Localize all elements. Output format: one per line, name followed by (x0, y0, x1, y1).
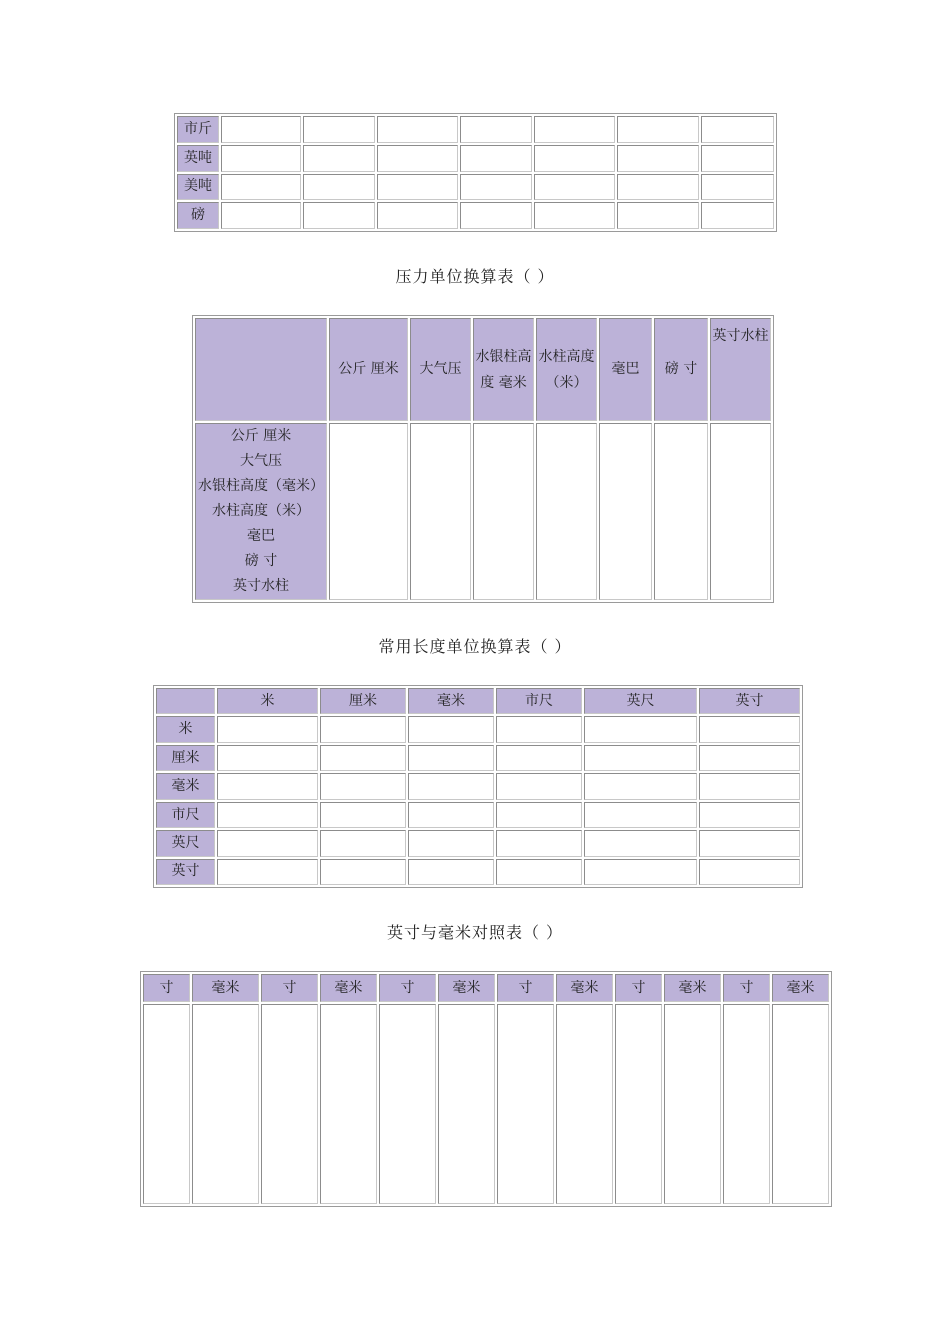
table-cell (460, 145, 532, 172)
row-header: 英寸水柱 (233, 578, 289, 594)
row-header: 大气压 (240, 453, 282, 469)
table-cell (496, 859, 582, 885)
length-table (153, 685, 803, 888)
table-cell (584, 859, 697, 885)
table-cell (408, 859, 494, 885)
table-cell (320, 773, 406, 799)
column-header: 寸 (261, 974, 318, 1002)
table-cell (217, 716, 318, 742)
table-row (177, 145, 774, 172)
table-cell (615, 1004, 662, 1204)
table-header-row (143, 974, 829, 1002)
row-header: 公斤 厘米 (230, 428, 292, 444)
column-header: 公斤 厘米 (329, 318, 408, 421)
table-cell (599, 423, 652, 600)
table-row (156, 773, 800, 799)
length-table-caption: 常用长度单位换算表（ ） (378, 637, 572, 656)
table-cell (496, 830, 582, 856)
table-cell (536, 423, 597, 600)
table-cell (221, 202, 301, 229)
table-cell (534, 116, 615, 143)
table-cell (410, 423, 471, 600)
table-cell (221, 145, 301, 172)
table-cell (534, 145, 615, 172)
table-cell (617, 174, 699, 201)
table-cell (460, 174, 532, 201)
column-header: 水银柱高度 毫米 (473, 318, 534, 421)
row-header-stack (195, 423, 327, 600)
row-header: 英尺 (156, 830, 215, 856)
table-cell (701, 145, 774, 172)
column-header: 毫米 (664, 974, 721, 1002)
table-cell (497, 1004, 554, 1204)
table-cell (408, 716, 494, 742)
table-row (143, 1004, 829, 1204)
column-header: 英尺 (584, 688, 697, 714)
column-header: 毫米 (320, 974, 377, 1002)
table-cell (584, 773, 697, 799)
row-header: 市尺 (156, 802, 215, 828)
table-cell (320, 745, 406, 771)
table-header-row (156, 688, 800, 714)
table-cell (723, 1004, 770, 1204)
table-cell (699, 773, 800, 799)
column-header: 毫米 (408, 688, 494, 714)
table-cell (617, 202, 699, 229)
table-cell (320, 830, 406, 856)
table-cell (534, 202, 615, 229)
table-cell (377, 145, 458, 172)
table-cell (217, 859, 318, 885)
corner-cell (195, 318, 327, 421)
row-header: 英寸 (156, 859, 215, 885)
table-cell (408, 830, 494, 856)
column-header: 磅 寸 (654, 318, 708, 421)
table-row (156, 830, 800, 856)
table-cell (710, 423, 771, 600)
corner-cell (156, 688, 215, 714)
table-row (156, 859, 800, 885)
table-cell (221, 116, 301, 143)
table-cell (460, 202, 532, 229)
row-header: 毫巴 (247, 528, 275, 544)
table-row (177, 116, 774, 143)
table-cell (217, 830, 318, 856)
column-header: 厘米 (320, 688, 406, 714)
table-cell (320, 1004, 377, 1204)
table-row (195, 423, 771, 600)
table-cell (584, 830, 697, 856)
table-cell (377, 174, 458, 201)
table-cell (303, 202, 375, 229)
table-cell (617, 116, 699, 143)
table-row (177, 202, 774, 229)
table-cell (701, 116, 774, 143)
row-header: 美吨 (177, 174, 219, 201)
pressure-table (192, 315, 774, 603)
column-header: 寸 (497, 974, 554, 1002)
table-row (156, 745, 800, 771)
weight-table (174, 113, 777, 232)
column-header: 毫米 (772, 974, 829, 1002)
inch-mm-table-caption: 英寸与毫米对照表（ ） (386, 923, 564, 942)
column-header: 寸 (143, 974, 190, 1002)
row-header: 英吨 (177, 145, 219, 172)
column-header: 大气压 (410, 318, 471, 421)
row-header: 水柱高度（米） (212, 503, 310, 519)
table-cell (584, 716, 697, 742)
column-header: 寸 (615, 974, 662, 1002)
table-cell (617, 145, 699, 172)
table-cell (496, 802, 582, 828)
column-header: 市尺 (496, 688, 582, 714)
table-cell (408, 802, 494, 828)
table-cell (460, 116, 532, 143)
column-header: 毫米 (192, 974, 259, 1002)
table-cell (584, 745, 697, 771)
table-cell (701, 174, 774, 201)
row-header: 水银柱高度（毫米） (198, 478, 324, 494)
table-cell (221, 174, 301, 201)
table-cell (699, 745, 800, 771)
table-cell (408, 745, 494, 771)
column-header: 毫巴 (599, 318, 652, 421)
row-header: 米 (156, 716, 215, 742)
table-cell (377, 202, 458, 229)
table-header-row (195, 318, 771, 421)
table-cell (496, 773, 582, 799)
pressure-table-caption: 压力单位换算表（ ） (395, 267, 555, 286)
row-header: 毫米 (156, 773, 215, 799)
column-header: 英寸 (699, 688, 800, 714)
table-cell (556, 1004, 613, 1204)
row-header: 厘米 (156, 745, 215, 771)
table-row (156, 716, 800, 742)
column-header: 米 (217, 688, 318, 714)
table-cell (496, 716, 582, 742)
table-cell (699, 802, 800, 828)
table-cell (320, 802, 406, 828)
table-cell (701, 202, 774, 229)
table-cell (217, 745, 318, 771)
table-cell (261, 1004, 318, 1204)
table-cell (496, 745, 582, 771)
table-cell (772, 1004, 829, 1204)
table-cell (303, 145, 375, 172)
column-header: 水柱高度（米） (536, 318, 597, 421)
row-header: 磅 (177, 202, 219, 229)
table-cell (654, 423, 708, 600)
table-cell (329, 423, 408, 600)
table-cell (320, 716, 406, 742)
table-cell (303, 174, 375, 201)
table-cell (473, 423, 534, 600)
table-cell (584, 802, 697, 828)
table-row (156, 802, 800, 828)
table-cell (320, 859, 406, 885)
table-cell (699, 859, 800, 885)
table-cell (377, 116, 458, 143)
column-header: 毫米 (438, 974, 495, 1002)
table-cell (217, 802, 318, 828)
row-header: 市斤 (177, 116, 219, 143)
table-cell (379, 1004, 436, 1204)
table-cell (438, 1004, 495, 1204)
column-header: 寸 (379, 974, 436, 1002)
column-header: 毫米 (556, 974, 613, 1002)
table-cell (534, 174, 615, 201)
row-header: 磅 寸 (244, 553, 278, 569)
table-cell (699, 716, 800, 742)
table-cell (408, 773, 494, 799)
table-cell (217, 773, 318, 799)
column-header: 寸 (723, 974, 770, 1002)
table-cell (143, 1004, 190, 1204)
table-cell (192, 1004, 259, 1204)
inch-mm-table (140, 971, 832, 1207)
table-cell (664, 1004, 721, 1204)
table-cell (699, 830, 800, 856)
table-cell (303, 116, 375, 143)
column-header: 英寸水柱 (710, 318, 771, 421)
table-row (177, 174, 774, 201)
